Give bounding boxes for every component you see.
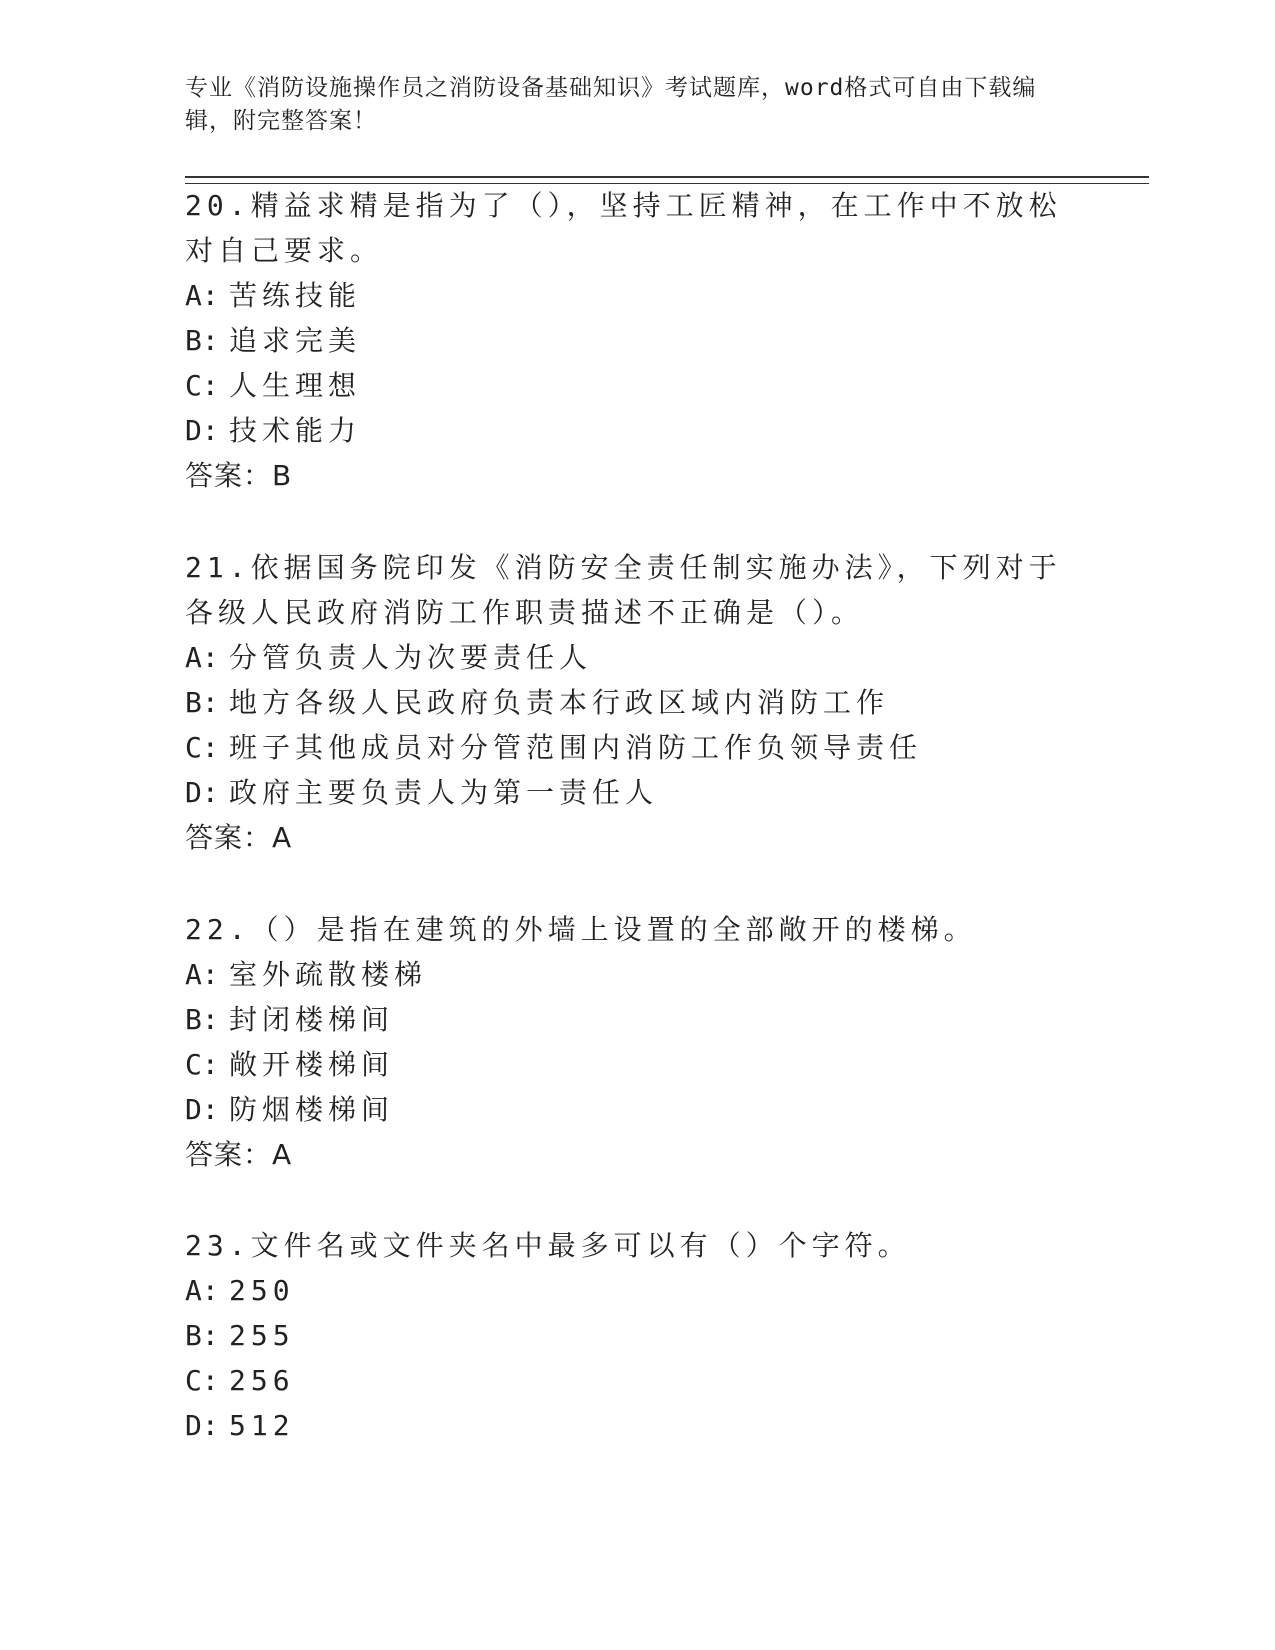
- option-letter: A:: [185, 958, 219, 991]
- question-block: [185, 907, 1085, 1177]
- option-c: [185, 363, 1085, 408]
- option-letter: B:: [185, 324, 219, 357]
- option-a: [185, 1268, 1085, 1313]
- question-text: 21.依据国务院印发《消防安全责任制实施办法》，下列对于各级人民政府消防工作职责描述不正确是（）。: [185, 551, 1062, 629]
- option-letter: A:: [185, 279, 219, 312]
- document-header: 专业《消防设施操作员之消防设备基础知识》考试题库，word格式可自由下载编辑，附完整答案！: [185, 75, 1037, 134]
- option-letter: C:: [185, 1364, 219, 1397]
- option-text: 255: [229, 1319, 295, 1352]
- option-letter: C:: [185, 369, 219, 402]
- option-b: [185, 997, 1085, 1042]
- option-d: [185, 770, 1085, 815]
- option-letter: D:: [185, 414, 219, 447]
- option-text: 256: [229, 1364, 295, 1397]
- question-block: [185, 545, 1085, 860]
- option-text: 封闭楼梯间: [229, 1003, 395, 1036]
- question-block: [185, 183, 1085, 498]
- option-letter: D:: [185, 1409, 219, 1442]
- option-b: [185, 1313, 1085, 1358]
- question-text: 22.（）是指在建筑的外墙上设置的全部敞开的楼梯。: [185, 913, 977, 946]
- option-c: [185, 1042, 1085, 1087]
- option-text: 追求完美: [229, 324, 362, 357]
- option-text: 512: [229, 1409, 295, 1442]
- option-letter: D:: [185, 1093, 219, 1126]
- option-b: [185, 318, 1085, 363]
- option-c: [185, 725, 1085, 770]
- option-a: [185, 952, 1085, 997]
- option-c: [185, 1358, 1085, 1403]
- answer-text: 答案：B: [185, 459, 293, 492]
- option-a: [185, 273, 1085, 318]
- option-letter: A:: [185, 1274, 219, 1307]
- question-text: 20.精益求精是指为了（），坚持工匠精神，在工作中不放松对自己要求。: [185, 189, 1062, 267]
- option-text: 政府主要负责人为第一责任人: [229, 776, 659, 809]
- option-letter: B:: [185, 686, 219, 719]
- option-letter: C:: [185, 1048, 219, 1081]
- option-d: [185, 408, 1085, 453]
- question-text: 23.文件名或文件夹名中最多可以有（）个字符。: [185, 1229, 911, 1262]
- answer-text: 答案：A: [185, 1138, 293, 1171]
- option-a: [185, 635, 1085, 680]
- option-b: [185, 680, 1085, 725]
- option-text: 地方各级人民政府负责本行政区域内消防工作: [229, 686, 890, 719]
- option-text: 防烟楼梯间: [229, 1093, 395, 1126]
- question-block: [185, 1223, 1085, 1448]
- option-text: 技术能力: [229, 414, 362, 447]
- option-letter: D:: [185, 776, 219, 809]
- option-text: 250: [229, 1274, 295, 1307]
- option-text: 班子其他成员对分管范围内消防工作负领导责任: [229, 731, 923, 764]
- option-d: [185, 1087, 1085, 1132]
- option-text: 人生理想: [229, 369, 362, 402]
- option-text: 分管负责人为次要责任人: [229, 641, 593, 674]
- option-letter: B:: [185, 1003, 219, 1036]
- answer-text: 答案：A: [185, 821, 293, 854]
- option-text: 敞开楼梯间: [229, 1048, 395, 1081]
- option-letter: A:: [185, 641, 219, 674]
- option-letter: B:: [185, 1319, 219, 1352]
- option-d: [185, 1403, 1085, 1448]
- option-text: 苦练技能: [229, 279, 362, 312]
- option-text: 室外疏散楼梯: [229, 958, 428, 991]
- option-letter: C:: [185, 731, 219, 764]
